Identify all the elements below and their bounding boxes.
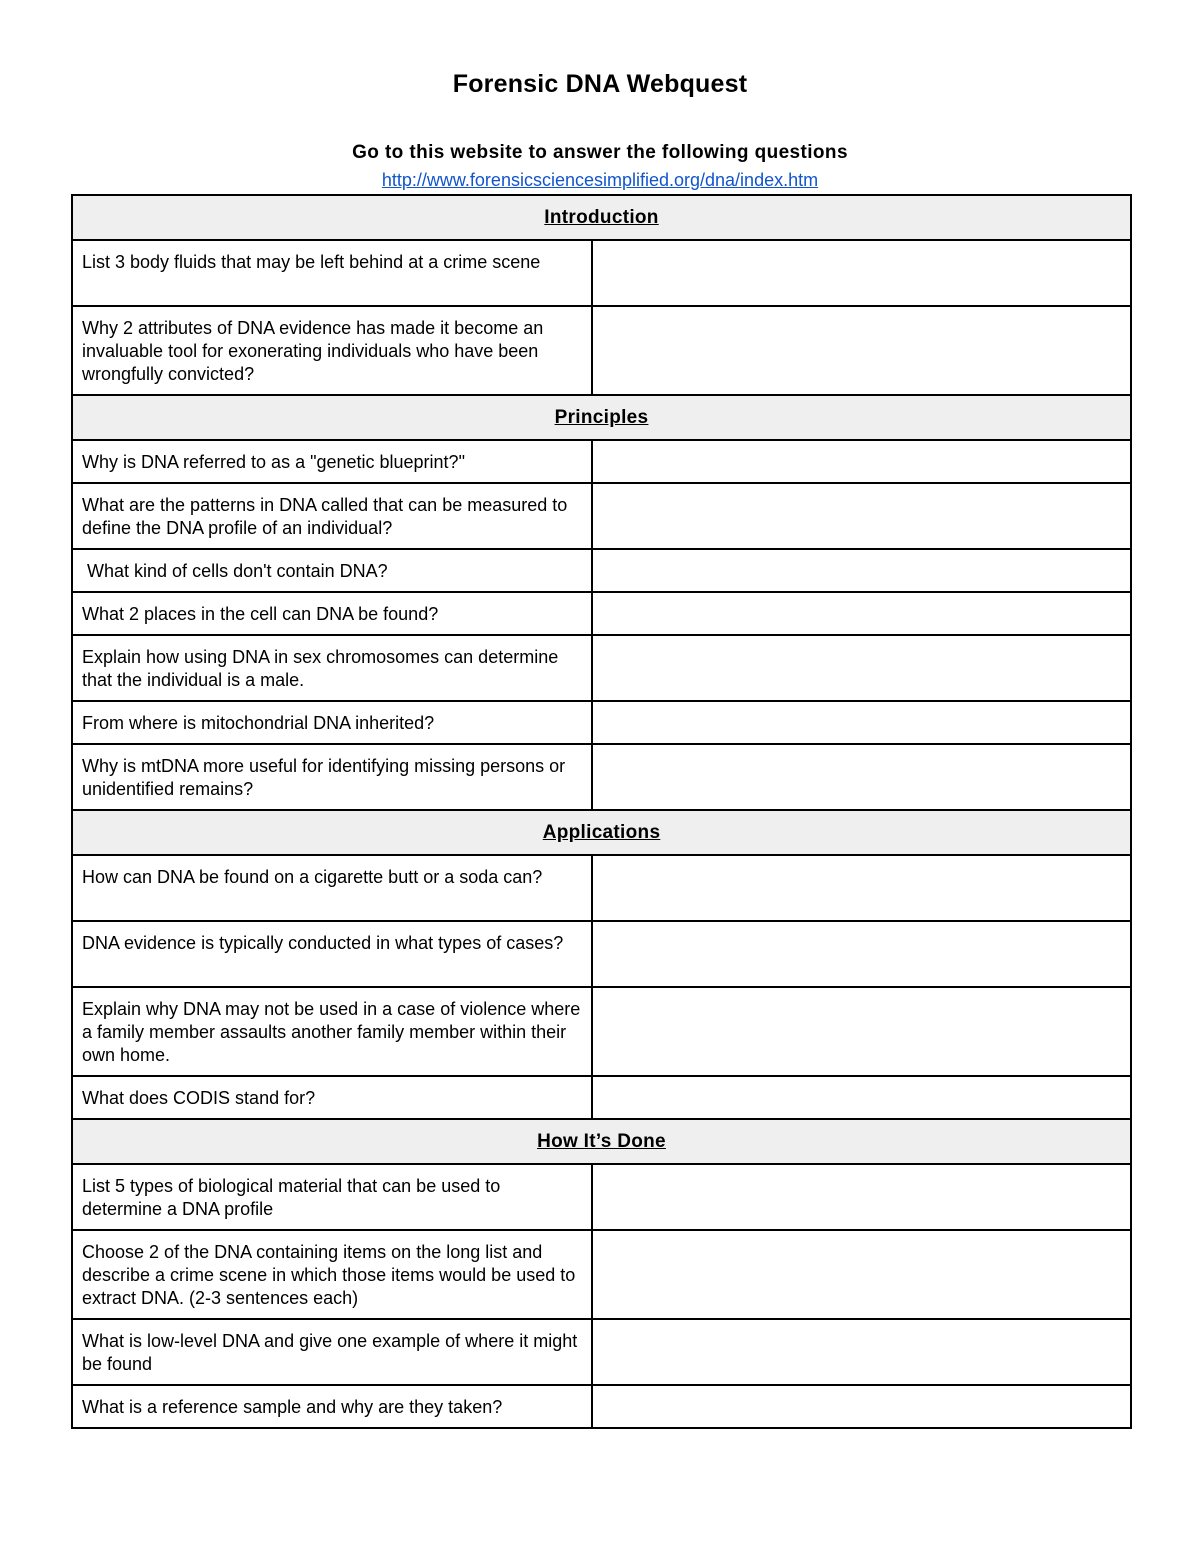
question-row — [72, 1385, 1131, 1428]
answer-cell[interactable] — [592, 744, 1131, 810]
answer-cell[interactable] — [592, 306, 1131, 395]
section-title-introduction: Introduction — [72, 195, 1131, 240]
answer-cell[interactable] — [592, 635, 1131, 701]
section-title-applications: Applications — [72, 810, 1131, 855]
answer-cell[interactable] — [592, 1164, 1131, 1230]
question-text: What are the patterns in DNA called that can be measured to define the DNA profile of an individual? — [72, 483, 592, 549]
question-text: Why is mtDNA more useful for identifying missing persons or unidentified remains? — [72, 744, 592, 810]
question-text: What is low-level DNA and give one example of where it might be found — [72, 1319, 592, 1385]
question-text: What is a reference sample and why are they taken? — [72, 1385, 592, 1428]
question-text: What does CODIS stand for? — [72, 1076, 592, 1119]
question-row — [72, 1164, 1131, 1230]
answer-cell[interactable] — [592, 440, 1131, 483]
question-text: Why is DNA referred to as a "genetic blueprint?" — [72, 440, 592, 483]
worksheet-table — [71, 194, 1132, 1429]
question-row — [72, 240, 1131, 306]
page-title: Forensic DNA Webquest — [452, 70, 748, 98]
question-text: Explain how using DNA in sex chromosomes can determine that the individual is a male. — [72, 635, 592, 701]
question-text: List 5 types of biological material that can be used to determine a DNA profile — [72, 1164, 592, 1230]
question-text: Choose 2 of the DNA containing items on the long list and describe a crime scene in which those items would be used to extract DNA. (2-3 sentences each) — [72, 1230, 592, 1319]
section-header-row — [72, 395, 1131, 440]
question-text: What kind of cells don't contain DNA? — [72, 549, 592, 592]
answer-cell[interactable] — [592, 1319, 1131, 1385]
answer-cell[interactable] — [592, 987, 1131, 1076]
answer-cell[interactable] — [592, 855, 1131, 921]
question-row — [72, 549, 1131, 592]
answer-cell[interactable] — [592, 592, 1131, 635]
question-text: What 2 places in the cell can DNA be found? — [72, 592, 592, 635]
answer-cell[interactable] — [592, 701, 1131, 744]
answer-cell[interactable] — [592, 549, 1131, 592]
answer-cell[interactable] — [592, 483, 1131, 549]
section-title-principles: Principles — [72, 395, 1131, 440]
question-text: DNA evidence is typically conducted in what types of cases? — [72, 921, 592, 987]
question-text: How can DNA be found on a cigarette butt or a soda can? — [72, 855, 592, 921]
section-header-row — [72, 810, 1131, 855]
answer-cell[interactable] — [592, 921, 1131, 987]
question-row — [72, 483, 1131, 549]
question-text: From where is mitochondrial DNA inherited? — [72, 701, 592, 744]
answer-cell[interactable] — [592, 1230, 1131, 1319]
answer-cell[interactable] — [592, 240, 1131, 306]
question-row — [72, 987, 1131, 1076]
instructions-text: Go to this website to answer the following questions — [352, 142, 848, 163]
question-row — [72, 306, 1131, 395]
answer-cell[interactable] — [592, 1076, 1131, 1119]
question-row — [72, 592, 1131, 635]
section-header-row — [72, 1119, 1131, 1164]
question-text: Explain why DNA may not be used in a case of violence where a family member assaults another family member within their own home. — [72, 987, 592, 1076]
question-text: List 3 body fluids that may be left behind at a crime scene — [72, 240, 592, 306]
answer-cell[interactable] — [592, 1385, 1131, 1428]
question-row — [72, 701, 1131, 744]
question-row — [72, 855, 1131, 921]
section-header-row — [72, 195, 1131, 240]
question-text: Why 2 attributes of DNA evidence has made it become an invaluable tool for exonerating individuals who have been wrongfully convicted? — [72, 306, 592, 395]
question-row — [72, 744, 1131, 810]
question-row — [72, 1076, 1131, 1119]
section-title-how-its-done: How It’s Done — [72, 1119, 1131, 1164]
website-link[interactable]: http://www.forensicsciencesimplified.org/dna/index.htm — [381, 170, 819, 190]
question-row — [72, 1230, 1131, 1319]
question-row — [72, 635, 1131, 701]
question-row — [72, 440, 1131, 483]
question-row — [72, 921, 1131, 987]
question-row — [72, 1319, 1131, 1385]
